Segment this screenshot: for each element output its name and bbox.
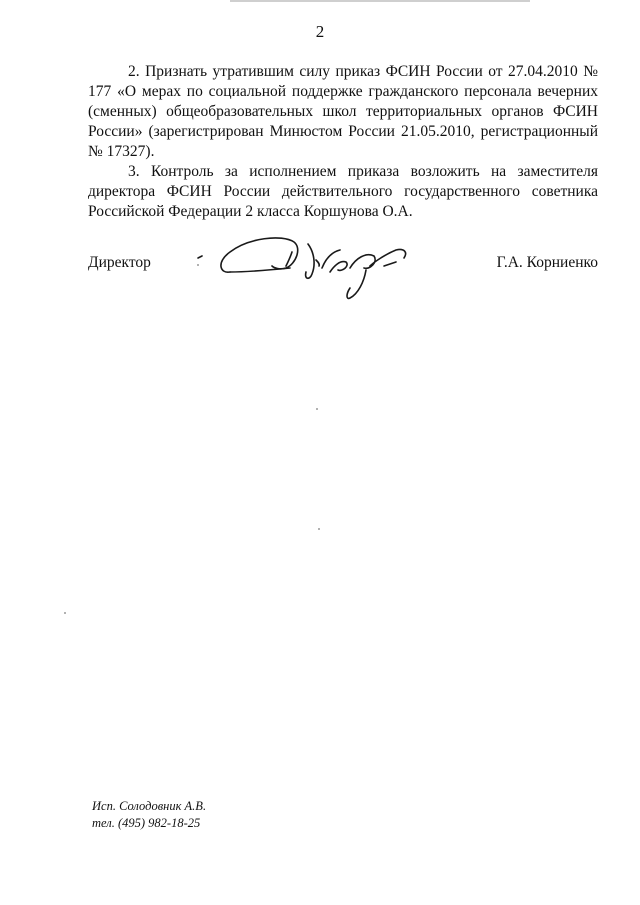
scan-speck [64, 612, 66, 614]
handwritten-signature [190, 222, 420, 312]
scan-speck [318, 528, 320, 530]
scan-edge-line [230, 0, 530, 2]
signatory-title: Директор [88, 254, 151, 271]
page-number: 2 [315, 22, 325, 41]
executor-info [92, 798, 206, 832]
paragraph-3: 3. Контроль за исполнением приказа возложить на заместителя директора ФСИН России действительного государственного советника Российской Федерации 2 класса Коршунова О.А. [88, 163, 598, 220]
paragraph-2: 2. Признать утратившим силу приказ ФСИН России от 27.04.2010 № 177 «О мерах по социальной поддержке гражданского персонала вечерних (сменных) общеобразовательных школ территориальных органов ФСИН России» (зарегистрирован Минюстом России 21.05.2010, регистрационный № 17327). [88, 63, 598, 160]
document-body [88, 62, 598, 222]
signatory-name: Г.А. Корниенко [496, 254, 598, 271]
executor-phone: тел. (495) 982-18-25 [92, 816, 201, 830]
executor-name: Исп. Солодовник А.В. [92, 799, 207, 813]
scan-speck [316, 408, 318, 410]
scan-speck [197, 264, 199, 266]
